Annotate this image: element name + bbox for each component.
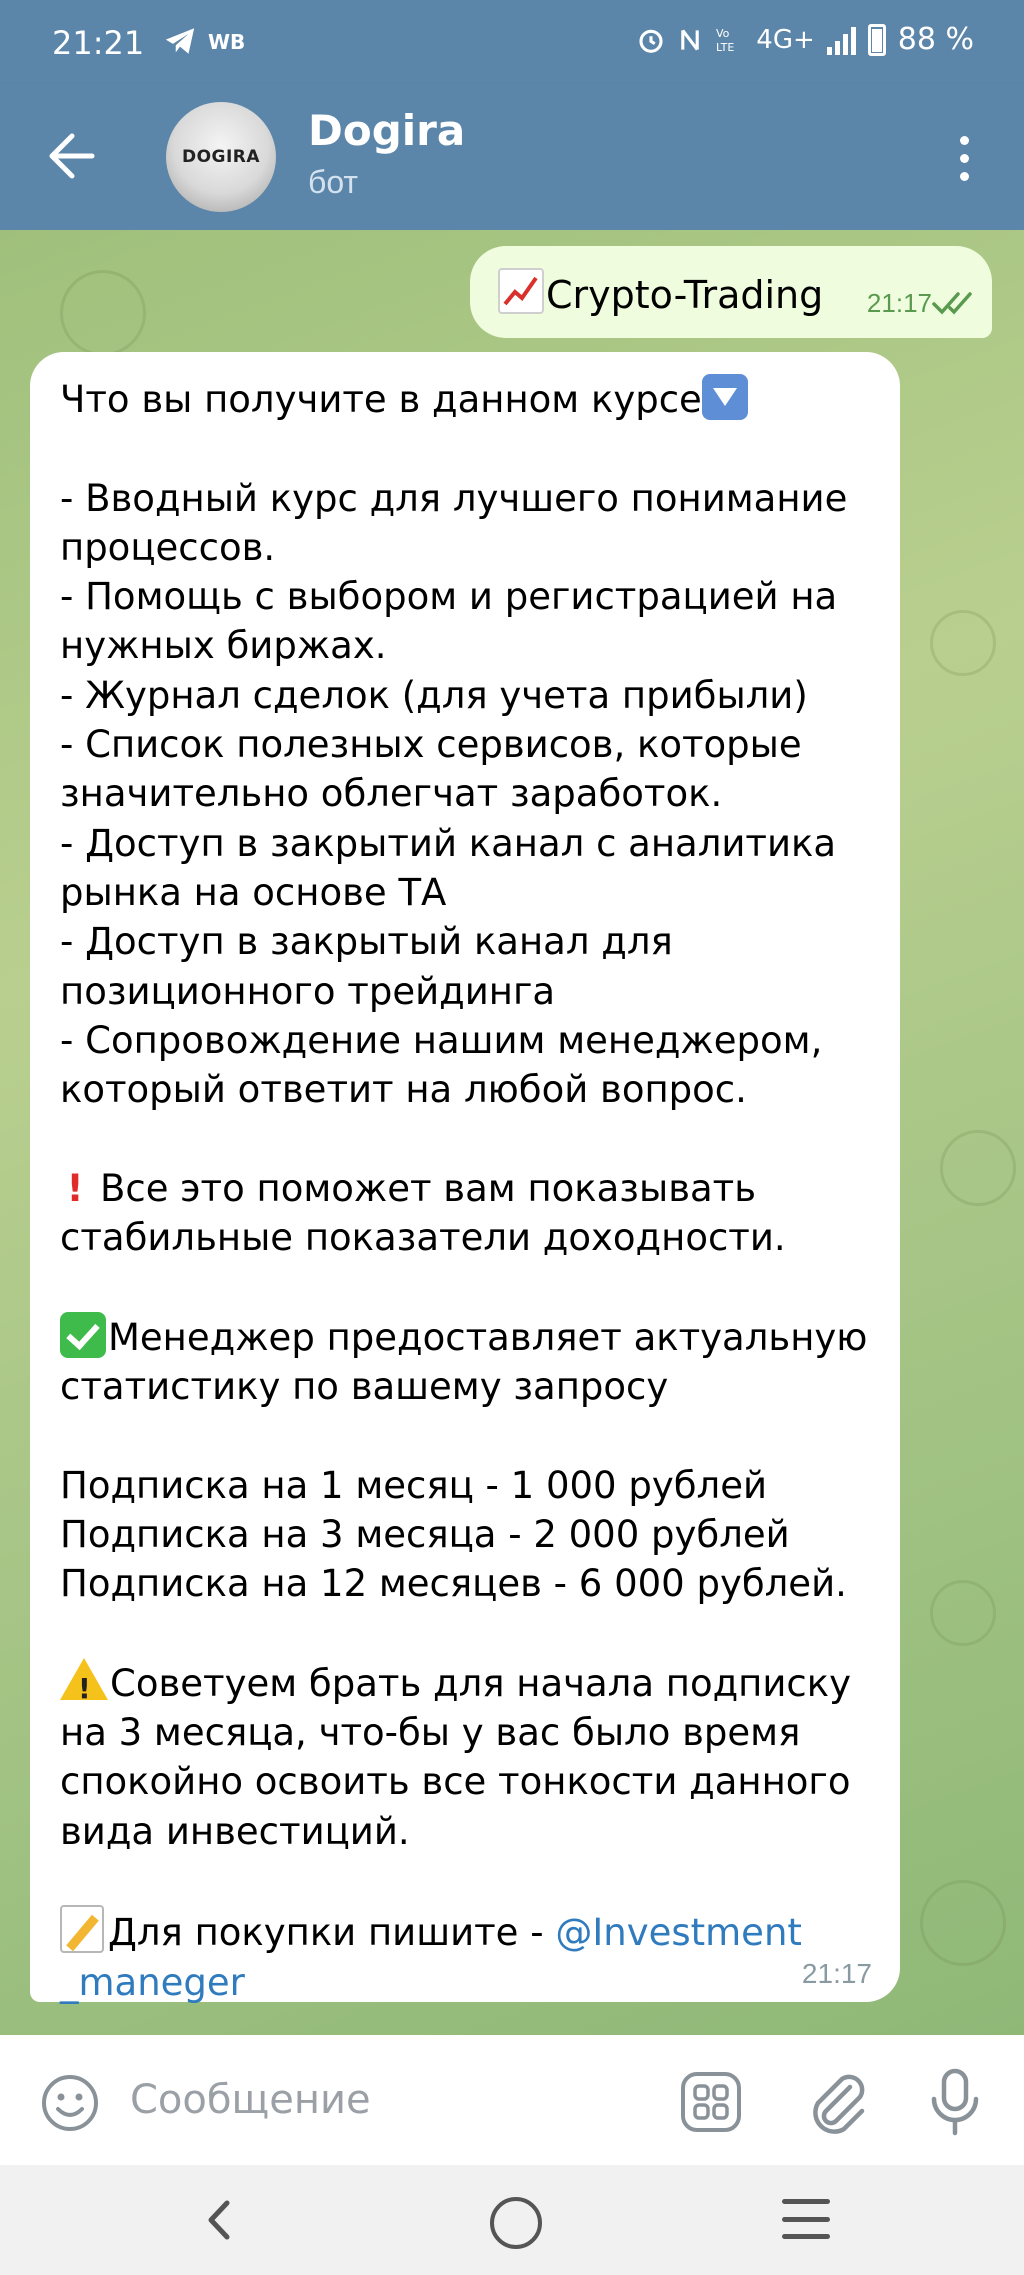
avatar-logo-text: DOGIRA xyxy=(181,147,261,167)
read-ticks-icon xyxy=(932,288,976,316)
check-mark-icon xyxy=(60,1312,106,1358)
outgoing-message-time: 21:17 xyxy=(866,288,932,318)
memo-icon xyxy=(60,1905,104,1953)
message-manager-info: Менеджер предоставляет актуальную статистику по вашему запросу xyxy=(60,1315,868,1408)
battery-level: 88 % xyxy=(897,22,974,57)
message-input[interactable]: Сообщение xyxy=(130,2077,371,2123)
telegram-icon xyxy=(162,24,198,58)
username-link-part1: @Investment xyxy=(555,1911,802,1955)
svg-text:Vo: Vo xyxy=(716,26,730,40)
outgoing-message-text: Crypto-Trading xyxy=(546,273,824,317)
battery-icon xyxy=(868,24,886,56)
more-options-icon[interactable] xyxy=(934,126,994,190)
carrier-badge: WB xyxy=(208,30,246,54)
network-label: 4G+ xyxy=(756,24,815,55)
username-link-part2: _maneger xyxy=(60,1960,245,2004)
nav-back-icon[interactable] xyxy=(195,2195,245,2245)
outgoing-message[interactable] xyxy=(470,246,992,338)
message-purchase-prefix: Для покупки пишите - xyxy=(108,1911,556,1955)
warning-icon xyxy=(60,1658,108,1700)
status-time: 21:21 xyxy=(52,24,145,62)
message-feature-list: - Вводный курс для лучшего понимание процессов. - Помощь с выбором и регистрацией на нужных биржах. - Журнал сделок (для учета прибыли) - Список полезных сервисов, которые значительно облегчат заработок. - Доступ в закрытий канал с аналитика рынка на основе ТА - Доступ в закрытый канал для позиционного трейдинга - Сопровождение нашим менеджером, который ответит на любой вопрос. xyxy=(60,476,848,1112)
system-navigation-bar xyxy=(0,2165,1024,2275)
volte-icon xyxy=(714,25,744,55)
microphone-icon[interactable] xyxy=(924,2067,986,2137)
chart-increasing-icon xyxy=(498,268,544,314)
alarm-icon xyxy=(636,25,666,55)
bot-avatar[interactable] xyxy=(166,102,276,212)
attach-paperclip-icon[interactable] xyxy=(802,2067,872,2137)
chat-title[interactable]: Dogira xyxy=(308,106,466,155)
svg-text:LTE: LTE xyxy=(716,40,735,54)
message-notice: Все это поможет вам показывать стабильные показатели доходности. xyxy=(60,1166,786,1260)
message-advice: Советуем брать для начала подписку на 3 месяца, что-бы у вас было время спокойно освоить все тонкости данного вида инвестиций. xyxy=(60,1661,851,1853)
nav-home-icon[interactable] xyxy=(490,2197,542,2249)
exclamation-icon: ! xyxy=(66,1166,84,1210)
chat-header xyxy=(0,84,1024,230)
status-icons xyxy=(636,22,974,57)
emoji-icon[interactable] xyxy=(40,2073,100,2133)
chat-subtitle: бот xyxy=(308,164,359,200)
message-intro: Что вы получите в данном курсе xyxy=(60,378,702,421)
back-arrow-icon[interactable] xyxy=(40,124,104,188)
nav-recent-apps-icon[interactable] xyxy=(782,2199,830,2239)
down-arrow-button-icon xyxy=(702,374,748,420)
nfc-icon xyxy=(678,25,702,55)
signal-icon xyxy=(827,25,856,55)
status-bar xyxy=(0,0,1024,84)
incoming-message[interactable] xyxy=(30,352,900,2002)
message-prices: Подписка на 1 месяц - 1 000 рублей Подписка на 3 месяца - 2 000 рублей Подписка на 12 месяцев - 6 000 рублей. xyxy=(60,1463,847,1606)
chat-area[interactable] xyxy=(0,230,1024,2035)
message-input-bar xyxy=(0,2035,1024,2165)
bot-commands-icon[interactable] xyxy=(680,2071,742,2133)
incoming-message-time: 21:17 xyxy=(801,1958,872,1989)
